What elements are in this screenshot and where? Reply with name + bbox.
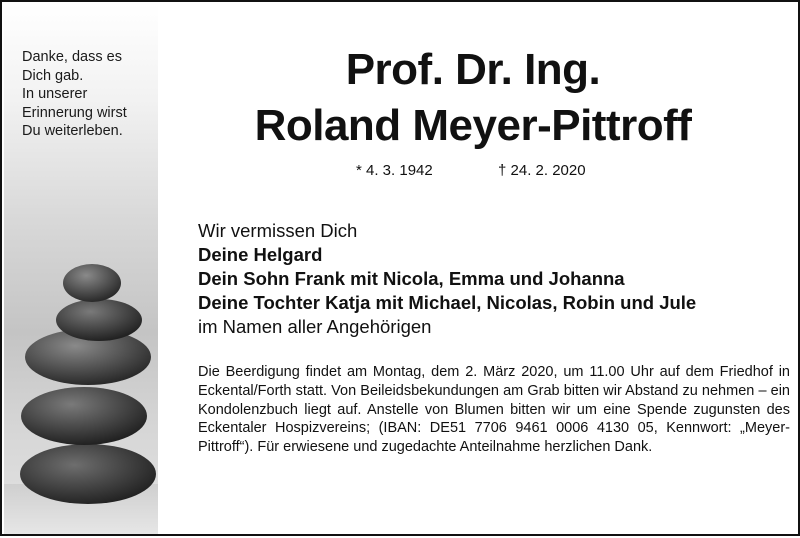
family-name: Deine Tochter Katja mit Michael, Nicolas, Robin und Jule: [198, 292, 697, 313]
stone-2: [56, 299, 142, 341]
death-date: † 24. 2. 2020: [498, 162, 586, 179]
birth-date: * 4. 3. 1942: [356, 162, 433, 179]
main-content: [158, 2, 800, 538]
title-line-2: Roland Meyer-Pittroff: [254, 101, 692, 150]
title-line-1: Prof. Dr. Ing.: [345, 45, 601, 94]
sidebar-panel: [4, 4, 158, 534]
stone-4: [21, 387, 147, 445]
sidebar-quote: [22, 48, 127, 141]
family-name: Dein Sohn Frank mit Nicola, Emma und Johanna: [198, 268, 625, 289]
quote-line: Erinnerung wirst: [22, 104, 127, 121]
funeral-info: Die Beerdigung findet am Montag, dem 2. März 2020, um 11.00 Uhr auf dem Friedhof in Eckental/Forth statt. Von Beileidsbekundungen am Grab bitten wir Abstand zu nehmen – ein Kondolenzbuch liegt auf. Anstelle von Blumen bitten wir um eine Spende zugunsten des Eckentaler Hospizvereins; (IBAN: DE51 7706 9461 0006 4130 05, Kennwort: „Meyer-Pittroff“). Für erwiesene und zugedachte Anteilnahme herzlichen Dank.: [198, 364, 790, 456]
family-name: Deine Helgard: [198, 244, 323, 265]
stone-top: [63, 264, 121, 302]
quote-line: Danke, dass es: [22, 49, 122, 65]
family-block: [198, 219, 696, 339]
family-intro: Wir vermissen Dich: [198, 220, 358, 241]
family-closing: im Namen aller Angehörigen: [198, 316, 432, 337]
quote-line: Dich gab.: [22, 67, 84, 84]
quote-line: Du weiterleben.: [22, 123, 123, 139]
quote-line: In unserer: [22, 86, 88, 102]
stone-bottom: [20, 444, 156, 504]
stacked-stones-icon: [4, 244, 158, 534]
